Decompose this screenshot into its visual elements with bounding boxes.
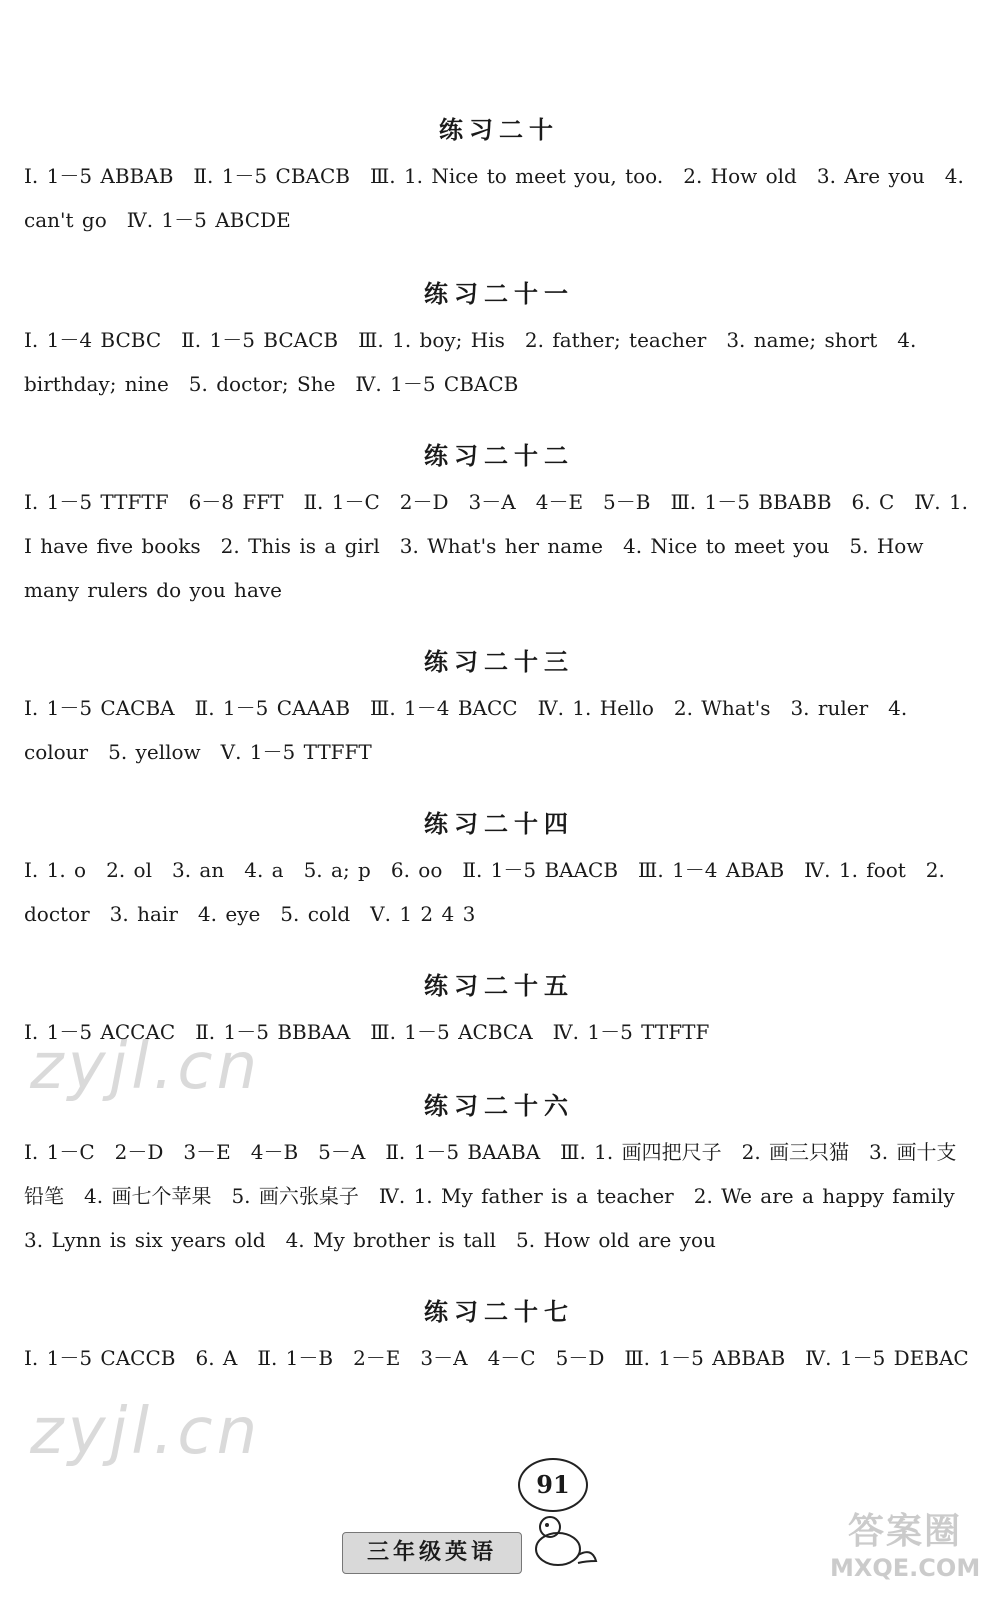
section-title: 练习二十七 xyxy=(424,1298,574,1326)
section-title: 练习二十四 xyxy=(424,810,574,838)
section-title: 练习二十三 xyxy=(424,648,574,676)
exercise-section-24 xyxy=(24,804,974,936)
page-number-badge: 91 xyxy=(518,1458,588,1512)
brand-name: 答案圈 xyxy=(847,1511,962,1552)
section-answers: Ⅰ. 1－4 BCBC Ⅱ. 1－5 BCACB Ⅲ. 1. boy; His 2. father; teacher 3. name; short 4. birthday; nine 5. doctor; She Ⅳ. 1－5 CBACB xyxy=(24,328,917,396)
exercise-section-20 xyxy=(24,110,974,242)
section-answers: Ⅰ. 1－5 CACBA Ⅱ. 1－5 CAAAB Ⅲ. 1－4 BACC Ⅳ. 1. Hello 2. What's 3. ruler 4. colour 5. yellow Ⅴ. 1－5 TTFFT xyxy=(24,696,908,764)
exercise-section-22 xyxy=(24,436,974,612)
exercise-section-23 xyxy=(24,642,974,774)
exercise-section-27 xyxy=(24,1292,974,1380)
watermark-text: zyjl.cn xyxy=(30,1395,262,1469)
section-title: 练习二十二 xyxy=(424,442,574,470)
section-answers: Ⅰ. 1－5 CACCB 6. A Ⅱ. 1－B 2－E 3－A 4－C 5－D Ⅲ. 1－5 ABBAB Ⅳ. 1－5 DEBAC xyxy=(24,1346,969,1370)
seal-mascot-icon xyxy=(520,1505,600,1575)
section-title: 练习二十 xyxy=(439,116,559,144)
section-answers: Ⅰ. 1－5 TTFTF 6－8 FFT Ⅱ. 1－C 2－D 3－A 4－E 5－B Ⅲ. 1－5 BBABB 6. C Ⅳ. 1. I have five books 2. This is a girl 3. What's her name 4. Nice to meet you 5. How many rulers do you have xyxy=(24,490,969,602)
section-title: 练习二十六 xyxy=(424,1092,574,1120)
exercise-section-21 xyxy=(24,274,974,406)
brand-domain: MXQE.COM xyxy=(830,1554,981,1582)
watermark-text: zyjl.cn xyxy=(30,1030,262,1104)
section-answers: Ⅰ. 1－5 ABBAB Ⅱ. 1－5 CBACB Ⅲ. 1. Nice to meet you, too. 2. How old 3. Are you 4. can't go Ⅳ. 1－5 ABCDE xyxy=(24,164,964,232)
subject-label: 三年级英语 xyxy=(342,1532,522,1574)
section-answers: Ⅰ. 1. o 2. ol 3. an 4. a 5. a; p 6. oo Ⅱ. 1－5 BAACB Ⅲ. 1－4 ABAB Ⅳ. 1. foot 2. doctor 3. hair 4. eye 5. cold Ⅴ. 1 2 4 3 xyxy=(24,858,945,926)
exercise-section-25 xyxy=(24,966,974,1054)
section-title: 练习二十一 xyxy=(424,280,574,308)
section-title: 练习二十五 xyxy=(424,972,574,1000)
exercise-section-26 xyxy=(24,1086,974,1262)
brand-watermark xyxy=(830,1510,980,1590)
section-answers: Ⅰ. 1－C 2－D 3－E 4－B 5－A Ⅱ. 1－5 BAABA Ⅲ. 1. 画四把尺子 2. 画三只猫 3. 画十支铅笔 4. 画七个苹果 5. 画六张桌子 Ⅳ. 1. My father is a teacher 2. We are a happy family 3. Lynn is six years old 4. My brother is tall 5. How old are you xyxy=(24,1140,975,1252)
section-answers: Ⅰ. 1－5 ACCAC Ⅱ. 1－5 BBBAA Ⅲ. 1－5 ACBCA Ⅳ. 1－5 TTFTF xyxy=(24,1020,710,1044)
